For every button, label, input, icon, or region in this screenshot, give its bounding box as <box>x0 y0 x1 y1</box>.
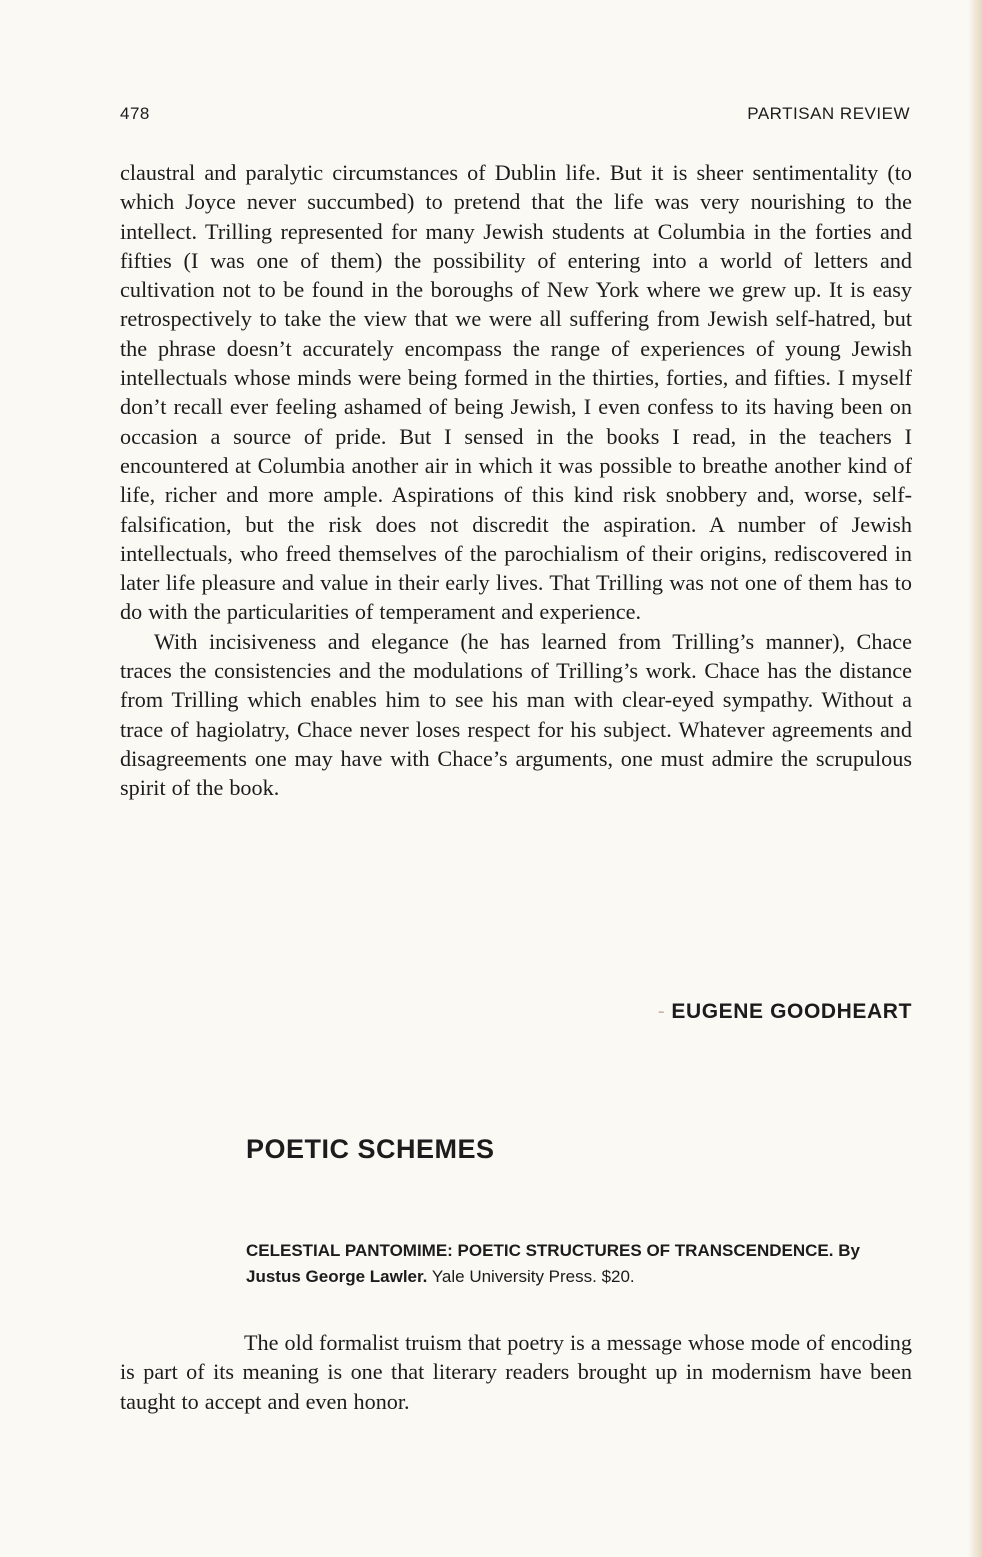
book-author: By Justus George Lawler. <box>246 1241 860 1286</box>
section-heading: POETIC SCHEMES <box>246 1134 495 1164</box>
book-citation <box>246 1238 916 1290</box>
book-publisher: Yale University Press. $20. <box>431 1267 635 1286</box>
review-one-body <box>120 158 912 803</box>
running-head <box>120 104 910 130</box>
review-one-paragraph-1: claustral and paralytic circumstances of Dublin life. But it is sheer sentimentality (to which Joyce never succumbed) to pretend that the life was very nourishing to the intellect. Trilling represented for many Jewish students at Columbia in the forties and fifties (I was one of them) the possibility of entering into a world of letters and cultivation not to be found in the boroughs of New York where we grew up. It is easy retrospectively to take the view that we were all suffering from Jewish self-hatred, but the phrase doesn’t accurately encompass the range of experiences of young Jewish intellectuals whose minds were being formed in the thirties, forties, and fifties. I myself don’t recall ever feeling ashamed of being Jewish, I even confess to its having been on occasion a source of pride. But I sensed in the books I read, in the teachers I encountered at Columbia another air in which it was possible to breathe another kind of life, richer and more ample. Aspirations of this kind risk snobbery and, worse, self-falsification, but the risk does not discredit the aspiration. A number of Jewish intellectuals, who freed themselves of the parochialism of their origins, rediscovered in later life pleasure and value in their early lives. That Trilling was not one of them has to do with the particularities of temperament and experience. <box>120 160 912 625</box>
review-two-body <box>120 1328 912 1416</box>
review-one-paragraph-2: With incisiveness and elegance (he has learned from Trilling’s manner), Chace traces the consistencies and the modulations of Trilling’s work. Chace has the distance from Trilling which enables him to see his man with clear-eyed sympathy. Without a trace of hagiolatry, Chace never loses respect for his subject. Whatever agreements and disagreements one may have with Chace’s arguments, one must admire the scrupulous spirit of the book. <box>120 628 912 801</box>
page-edge-shading <box>968 0 982 1557</box>
book-title: CELESTIAL PANTOMIME: POETIC STRUCTURES OF TRANSCENDENCE. <box>246 1241 834 1260</box>
signature-dash: - <box>657 1000 666 1023</box>
reviewer-signature <box>658 1000 912 1024</box>
page-number: 478 <box>120 104 150 123</box>
reviewer-name: EUGENE GOODHEART <box>671 1000 912 1023</box>
journal-title: PARTISAN REVIEW <box>747 104 910 123</box>
review-two-paragraph-1: The old formalist truism that poetry is a message whose mode of encoding is part of its meaning is one that literary readers brought up in modernism have been taught to accept and even honor. <box>120 1330 912 1414</box>
